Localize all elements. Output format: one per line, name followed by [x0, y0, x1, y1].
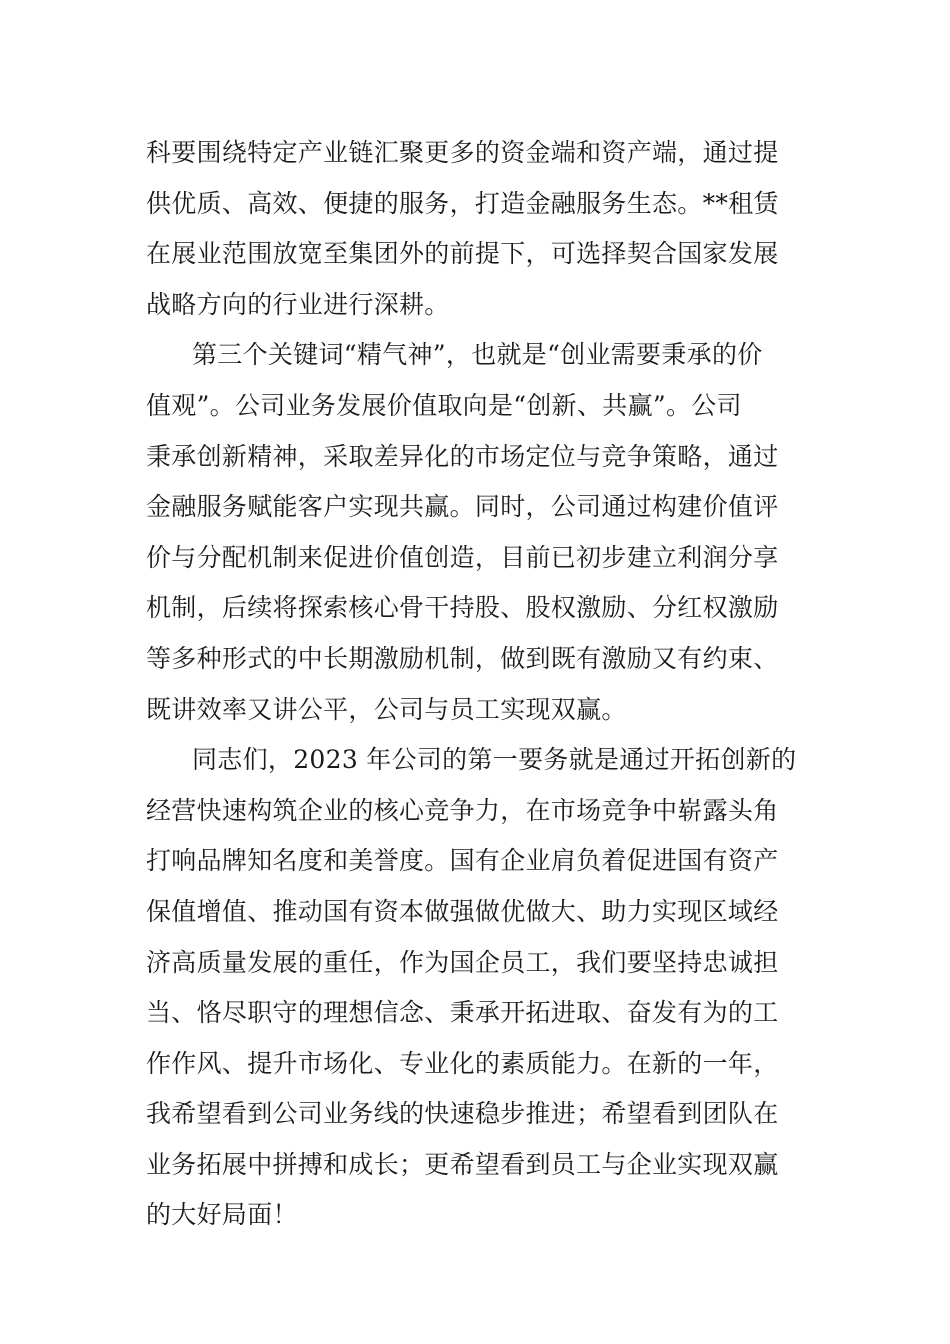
text-line: 同志们，2023 年公司的第一要务就是通过开拓创新的: [192, 745, 797, 775]
text-line: 我希望看到公司业务线的快速稳步推进；希望看到团队在: [146, 1099, 779, 1129]
text-line: 既讲效率又讲公平，公司与员工实现双赢。: [146, 694, 627, 724]
paragraph-2: [146, 330, 810, 735]
text-line: 等多种形式的中长期激励机制，做到既有激励又有约束、: [146, 643, 779, 673]
text-line: 值观”。公司业务发展价值取向是“创新、共赢”。公司: [146, 390, 742, 420]
text-line: 的大好局面！: [146, 1200, 298, 1230]
text-line: 秉承创新精神，采取差异化的市场定位与竞争策略，通过: [146, 441, 779, 471]
text-line: 济高质量发展的重任，作为国企员工，我们要坚持忠诚担: [146, 947, 779, 977]
text-line: 机制，后续将探索核心骨干持股、股权激励、分红权激励: [146, 593, 779, 623]
text-line: 金融服务赋能客户实现共赢。同时，公司通过构建价值评: [146, 492, 779, 522]
text-line: 当、恪尽职守的理想信念、秉承开拓进取、奋发有为的工: [146, 998, 779, 1028]
paragraph-3: [146, 735, 810, 1241]
paragraph-1: [146, 128, 810, 330]
document-body: [146, 128, 810, 1241]
text-line: 保值增值、推动国有资本做强做优做大、助力实现区域经: [146, 896, 779, 926]
text-line: 业务拓展中拼搏和成长；更希望看到员工与企业实现双赢: [146, 1149, 779, 1179]
text-line: 价与分配机制来促进价值创造，目前已初步建立利润分享: [146, 542, 779, 572]
text-line: 第三个关键词“精气神”，也就是“创业需要秉承的价: [192, 340, 763, 370]
text-line: 经营快速构筑企业的核心竞争力，在市场竞争中崭露头角: [146, 795, 779, 825]
text-line: 作作风、提升市场化、专业化的素质能力。在新的一年，: [146, 1048, 779, 1078]
text-line: 科要围绕特定产业链汇聚更多的资金端和资产端，通过提: [146, 138, 779, 167]
text-line: 打响品牌知名度和美誉度。国有企业肩负着促进国有资产: [146, 846, 779, 876]
text-line: 在展业范围放宽至集团外的前提下，可选择契合国家发展: [146, 239, 779, 269]
text-line: 供优质、高效、便捷的服务，打造金融服务生态。**租赁: [146, 188, 779, 218]
text-line: 战略方向的行业进行深耕。: [146, 289, 450, 319]
